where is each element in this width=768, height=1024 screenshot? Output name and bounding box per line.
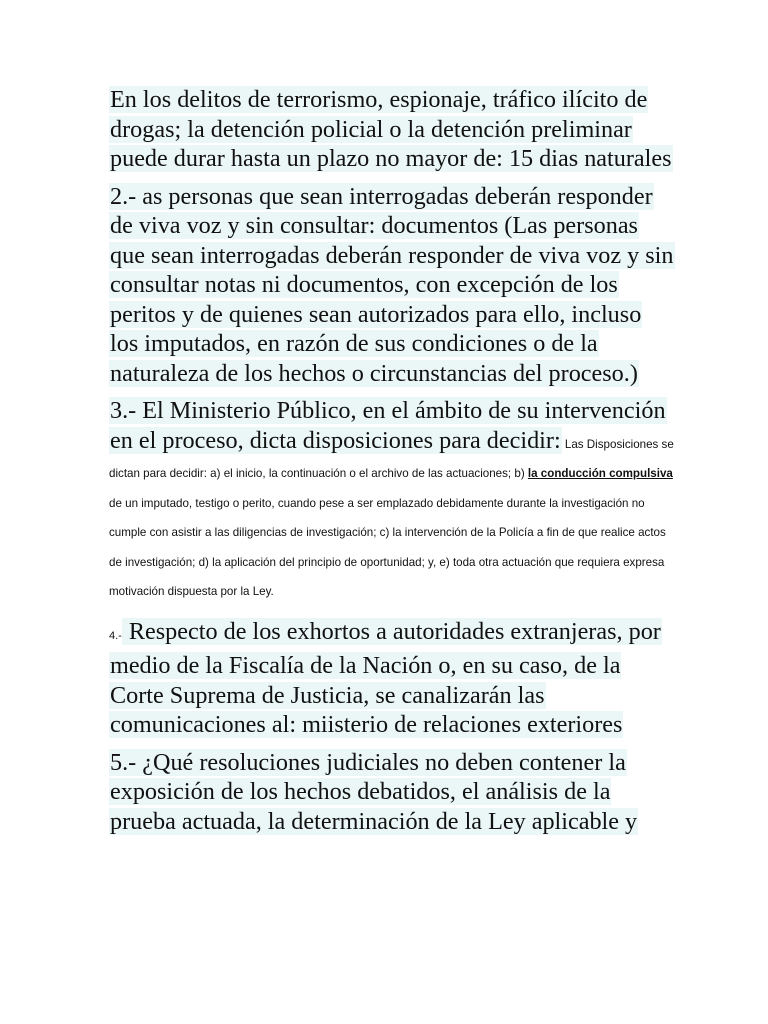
paragraph-3-small-bold: la conducción compulsiva — [527, 467, 673, 480]
paragraph-1 — [109, 85, 674, 174]
paragraph-4-text: Respecto de los exhortos a autoridades extranjeras, por medio de la Fiscalía de la Nación o, en su caso, de la Corte Suprema de Justicia, se canalizarán las comunicaciones al: miisterio de relaciones exteriores — [110, 617, 661, 738]
paragraph-4-number: 4.- — [109, 629, 122, 642]
paragraph-3 — [109, 396, 674, 603]
paragraph-2 — [109, 182, 674, 389]
paragraph-1-text: En los delitos de terrorismo, espionaje, tráfico ilícito de drogas; la detención policial o la detención preliminar puede durar hasta un plazo no mayor de: 15 dias naturales — [110, 86, 672, 172]
paragraph-5 — [109, 748, 674, 837]
paragraph-3-small-rest: de un imputado, testigo o perito, cuando pese a ser emplazado debidamente durante la investigación no cumple con asistir a las diligencias de investigación; c) la intervención de la Policía a fin de que realice actos de investigación; d) la aplicación del principio de oportunidad; y, e) toda otra actuación que requiera expresa motivación dispuesta por la Ley. — [109, 496, 666, 598]
paragraph-5-text: 5.- ¿Qué resoluciones judiciales no deben contener la exposición de los hechos debatidos, el análisis de la prueba actuada, la determinación de la Ley aplicable y — [110, 748, 638, 835]
document-content — [109, 85, 674, 844]
paragraph-3-heading: 3.- El Ministerio Público, en el ámbito de su intervención en el proceso, dicta disposiciones para decidir: — [110, 397, 666, 454]
spacer — [109, 603, 674, 617]
paragraph-4 — [109, 617, 674, 740]
paragraph-3-small-lead: Las Disposiciones se dictan para decidir: a) el inicio, la continuación o el archivo de las actuaciones; b) — [109, 437, 674, 480]
paragraph-2-text: 2.- as personas que sean interrogadas deberán responder de viva voz y sin consultar: documentos (Las personas que sean interrogadas deberán responder de viva voz y sin consultar notas ni documentos, con excepción de los peritos y de quienes sean autorizados para ello, incluso los imputados, en razón de sus condiciones o de la naturaleza de los hechos o circunstancias del proceso.) — [110, 182, 674, 387]
